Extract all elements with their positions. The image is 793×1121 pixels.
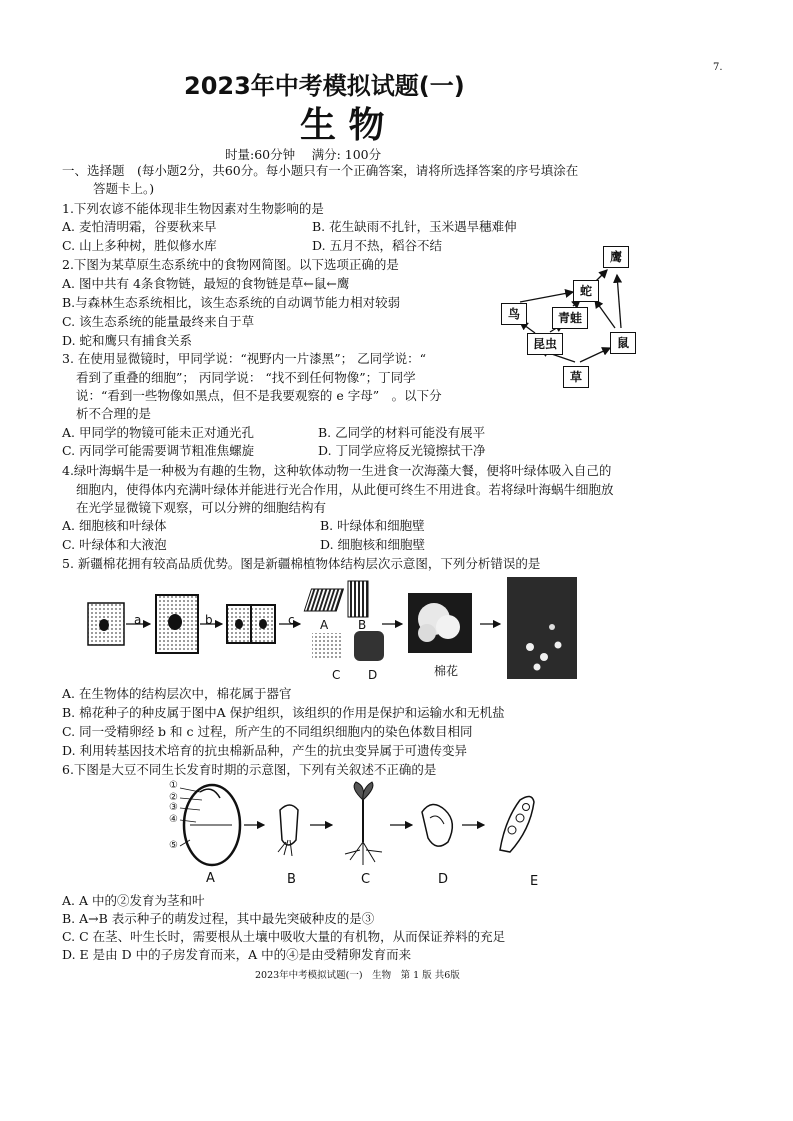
q2-option-c: C. 该生态系统的能量最终来自于草 — [62, 314, 255, 329]
page-footer: 2023年中考模拟试题(一) 生物 第 1 版 共6版 — [255, 970, 460, 981]
q4-stem-cont-2: 在光学显微镜下观察，可以分辨的细胞结构有 — [76, 500, 327, 515]
q4-stem-cont-1: 细胞内，使得体内充满叶绿体并能进行光合作用，从此便可终生不用进食。若将绿叶海蜗牛细胞放 — [76, 482, 614, 497]
food-web-frog: 青蛙 — [552, 307, 588, 329]
q5-fig-label-D: D — [368, 668, 378, 682]
food-web-snake: 蛇 — [573, 280, 599, 302]
exam-title: 2023年中考模拟试题(一) — [184, 72, 465, 100]
q5-option-c: C. 同一受精卵经 b 和 c 过程，所产生的不同组织细胞内的染色体数目相同 — [62, 724, 473, 739]
q6-fig-label-B: B — [287, 872, 296, 887]
subject-title: 生 物 — [300, 105, 385, 146]
q3-stem-cont-2: 说：“看到一些物像如黑点，但不是我要观察的 e 字母” 。以下分 — [76, 388, 442, 403]
q2-option-d: D. 蛇和鹰只有捕食关系 — [62, 333, 193, 348]
q6-fig-label-5: ⑤ — [169, 840, 178, 851]
q4-option-c: C. 叶绿体和大液泡 — [62, 537, 167, 552]
q3-option-b: B. 乙同学的材料可能没有展平 — [318, 425, 486, 440]
q5-stem: 5. 新疆棉花拥有较高品质优势。图是新疆棉植物体结构层次示意图，下列分析错误的是 — [62, 556, 541, 571]
q4-option-d: D. 细胞核和细胞壁 — [320, 537, 426, 552]
q3-stem-cont-1: 看到了重叠的细胞”； 丙同学说： “找不到任何物像”；丁同学 — [76, 370, 416, 385]
q5-fig-label-b: b — [205, 613, 213, 627]
q4-option-b: B. 叶绿体和细胞壁 — [320, 518, 425, 533]
food-web-mouse: 鼠 — [610, 332, 636, 354]
q6-fig-label-2: ② — [169, 792, 178, 803]
food-web-grass: 草 — [563, 366, 589, 388]
q2-option-a: A. 图中共有 4条食物链，最短的食物链是草←鼠←鹰 — [62, 276, 350, 291]
food-web-hawk: 鹰 — [603, 246, 629, 268]
q2-stem: 2.下图为某草原生态系统中的食物网简图。以下选项正确的是 — [62, 257, 399, 272]
section-heading-cont: 答题卡上。) — [93, 181, 155, 196]
q6-option-d: D. E 是由 D 中的子房发育而来，A 中的④是由受精卵发育而来 — [62, 947, 412, 962]
q5-fig-label-A: A — [320, 618, 329, 632]
q6-fig-label-C: C — [361, 872, 371, 887]
q6-option-a: A. A 中的②发育为茎和叶 — [62, 893, 205, 908]
q5-option-d: D. 利用转基因技术培育的抗虫棉新品种，产生的抗虫变异属于可遗传变异 — [62, 743, 468, 758]
q1-stem: 1.下列农谚不能体现非生物因素对生物影响的是 — [62, 201, 324, 216]
q3-option-a: A. 甲同学的物镜可能未正对通光孔 — [62, 425, 254, 440]
q5-option-b: B. 棉花种子的种皮属于图中A 保护组织，该组织的作用是保护和运输水和无机盐 — [62, 705, 505, 720]
q6-fig-label-1: ① — [169, 780, 178, 791]
q1-option-b: B. 花生缺雨不扎针，玉米遇旱穗难伸 — [312, 219, 517, 234]
q3-option-c: C. 丙同学可能需要调节粗准焦螺旋 — [62, 443, 255, 458]
q5-option-a: A. 在生物体的结构层次中，棉花属于器官 — [62, 686, 292, 701]
q5-fig-label-cotton: 棉花 — [434, 664, 459, 678]
q1-option-a: A. 麦怕清明霜，谷要秋来早 — [62, 219, 217, 234]
exam-meta: 时量:60分钟 满分: 100分 — [225, 147, 382, 162]
q6-stem: 6.下图是大豆不同生长发育时期的示意图，下列有关叙述不正确的是 — [62, 762, 437, 777]
q4-stem: 4.绿叶海蜗牛是一种极为有趣的生物，这种软体动物一生进食一次海藻大餐，便将叶绿体吸入自己的 — [62, 463, 612, 478]
q2-option-b: B.与森林生态系统相比，该生态系统的自动调节能力相对较弱 — [62, 295, 401, 310]
q1-option-d: D. 五月不热，稻谷不结 — [312, 238, 443, 253]
q5-fig-label-C: C — [332, 668, 341, 682]
soybean-growth-figure — [160, 780, 560, 875]
cotton-hierarchy-figure — [82, 575, 612, 685]
q6-option-b: B. A→B 表示种子的萌发过程，其中最先突破种皮的是③ — [62, 911, 375, 926]
q3-option-d: D. 丁同学应将反光镜擦拭干净 — [318, 443, 486, 458]
page-mark: 7. — [713, 62, 723, 73]
section-heading: 一、选择题 (每小题2分，共60分。每小题只有一个正确答案，请将所选择答案的序号填涂在 — [62, 163, 579, 178]
food-web-bird: 鸟 — [501, 303, 527, 325]
food-web-insect: 昆虫 — [527, 333, 563, 355]
q4-option-a: A. 细胞核和叶绿体 — [62, 518, 167, 533]
q5-fig-label-B: B — [358, 618, 367, 632]
q6-fig-label-4: ④ — [169, 814, 178, 825]
q6-option-c: C. C 在茎、叶生长时，需要根从土壤中吸收大量的有机物，从而保证养料的充足 — [62, 929, 506, 944]
q1-option-c: C. 山上多种树，胜似修水库 — [62, 238, 217, 253]
q3-stem-cont-3: 析不合理的是 — [76, 406, 152, 421]
q6-fig-label-3: ③ — [169, 802, 178, 813]
q5-fig-label-c: c — [288, 613, 295, 627]
q5-fig-label-a: a — [134, 613, 142, 627]
q3-stem: 3. 在使用显微镜时，甲同学说：“视野内一片漆黑”； 乙同学说：“ — [62, 351, 427, 366]
q6-fig-label-D: D — [438, 872, 449, 887]
q6-fig-label-E: E — [530, 874, 539, 889]
q6-fig-label-A: A — [206, 871, 215, 886]
